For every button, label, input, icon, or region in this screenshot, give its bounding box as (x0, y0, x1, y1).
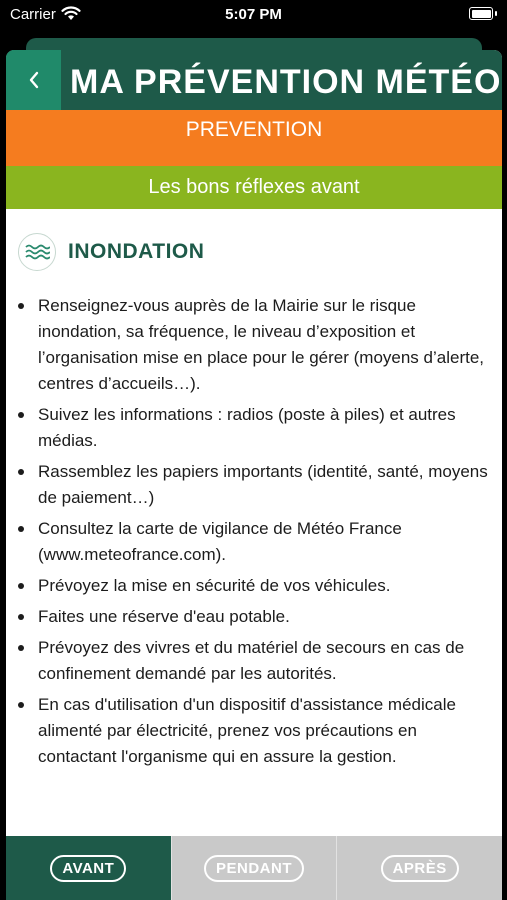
tips-list (18, 293, 494, 775)
list-item: Suivez les informations : radios (poste à piles) et autres médias. (18, 402, 494, 454)
app-header (6, 50, 502, 110)
tab-label: AVANT (50, 855, 126, 882)
status-bar (0, 0, 507, 30)
phase-tab-bar (6, 836, 502, 900)
tab-label: PENDANT (204, 855, 304, 882)
tab-avant[interactable] (6, 836, 171, 900)
hazard-title: INONDATION (68, 240, 205, 263)
clock: 5:07 PM (225, 6, 282, 23)
flood-waves-icon (18, 233, 56, 271)
list-item: Rassemblez les papiers importants (identité, santé, moyens de paiement…) (18, 459, 494, 511)
list-item: En cas d'utilisation d'un dispositif d'assistance médicale alimenté par électricité, prenez vos précautions en contactant l'organisme qui en assure la gestion. (18, 692, 494, 770)
hazard-heading (18, 232, 204, 272)
section-banner: PREVENTION (6, 110, 502, 166)
list-item: Consultez la carte de vigilance de Météo France (www.meteofrance.com). (18, 516, 494, 568)
list-item: Renseignez-vous auprès de la Mairie sur le risque inondation, sa fréquence, le niveau d’exposition et l’organisation mise en place pour le gérer (moyens d’alerte, centres d’accueils…). (18, 293, 494, 397)
carrier-label: Carrier (10, 6, 56, 23)
tab-apres[interactable] (336, 836, 502, 900)
list-item: Prévoyez des vivres et du matériel de secours en cas de confinement demandé par les autorités. (18, 635, 494, 687)
list-item: Faites une réserve d'eau potable. (18, 604, 494, 630)
app-title: MA PRÉVENTION MÉTÉO (70, 63, 502, 101)
modal-sheet (6, 50, 502, 900)
list-item: Prévoyez la mise en sécurité de vos véhicules. (18, 573, 494, 599)
back-button[interactable] (6, 50, 61, 110)
chevron-left-icon (27, 70, 41, 90)
subsection-banner: Les bons réflexes avant (6, 166, 502, 209)
tab-pendant[interactable] (171, 836, 337, 900)
battery-icon (469, 7, 493, 20)
tab-label: APRÈS (381, 855, 459, 882)
